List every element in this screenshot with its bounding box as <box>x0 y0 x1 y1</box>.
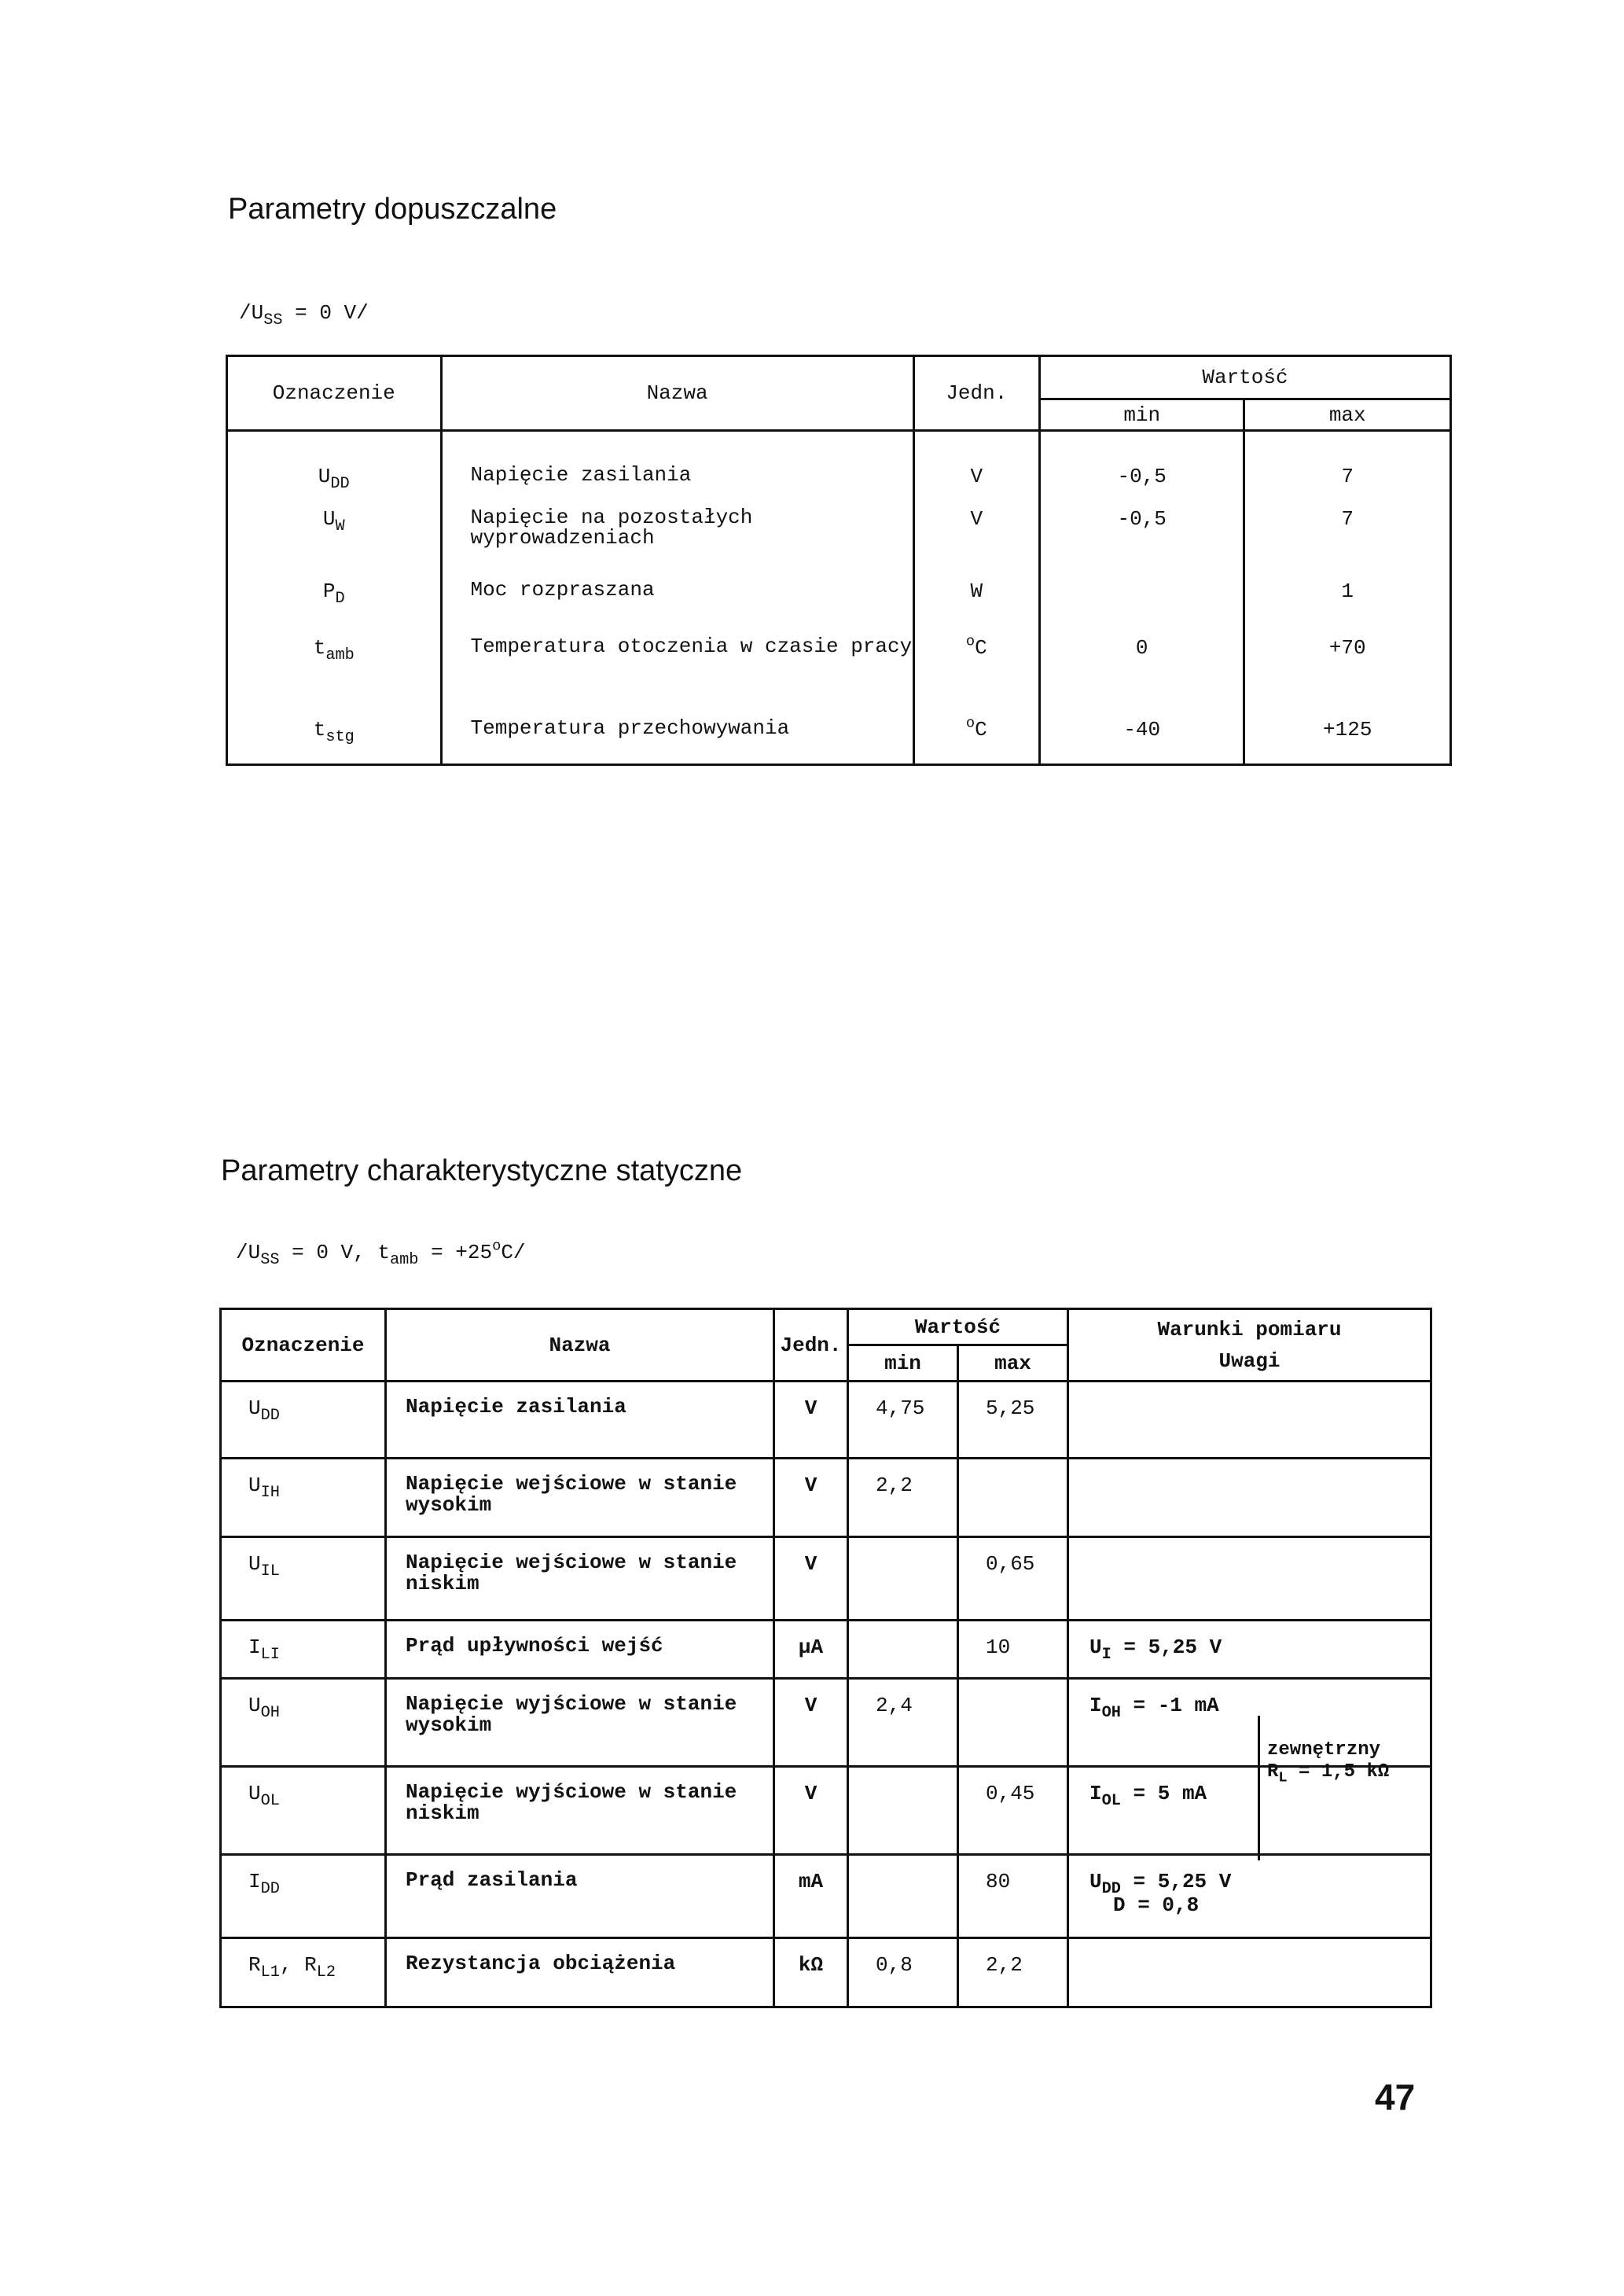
unit-cell: $^o$C <box>913 636 1039 718</box>
name-cell: Moc rozpraszana <box>441 580 913 636</box>
conditions-cell <box>1068 1938 1431 2007</box>
symbol-cell: $t_{amb}$ <box>227 636 442 718</box>
page-number: 47 <box>1375 2077 1416 2118</box>
symbol-cell: $U_{DD}$ <box>227 431 442 507</box>
symbol-cell: $U_{IL}$ <box>221 1537 386 1621</box>
static-characteristics-table <box>219 1308 1432 2008</box>
col-header-min: min <box>1039 399 1244 431</box>
unit-cell: V <box>774 1767 848 1855</box>
table-row <box>221 1382 1431 1459</box>
symbol-cell: $U_{IH}$ <box>221 1459 386 1537</box>
col-header-max: max <box>1244 399 1451 431</box>
max-cell <box>958 1679 1068 1767</box>
name-cell: Temperatura przechowywania <box>441 718 913 765</box>
col-header-value: Wartość <box>848 1309 1068 1345</box>
duty-condition: D = 0,8 <box>1113 1893 1200 1917</box>
table-row <box>227 431 1451 507</box>
symbol-cell: $t_{stg}$ <box>227 718 442 765</box>
name-cell: Napięcie zasilania <box>441 431 913 507</box>
min-cell <box>1039 580 1244 636</box>
unit-cell: W <box>913 580 1039 636</box>
unit-cell: kΩ <box>774 1938 848 2007</box>
external-load-note <box>1267 1739 1390 1786</box>
unit-cell: µA <box>774 1621 848 1679</box>
external-load-value: $R_L = 1,5$ kΩ <box>1267 1761 1390 1786</box>
max-cell: 0,65 <box>958 1537 1068 1621</box>
max-cell: 2,2 <box>958 1938 1068 2007</box>
note-divider <box>1258 1716 1260 1860</box>
max-cell: +70 <box>1244 636 1451 718</box>
unit-cell: mA <box>774 1855 848 1938</box>
min-cell <box>848 1855 958 1938</box>
max-cell: 7 <box>1244 507 1451 580</box>
col-header-min: min <box>848 1345 958 1382</box>
table-row <box>221 1459 1431 1537</box>
col-header-name: Nazwa <box>386 1309 774 1382</box>
table-row <box>221 1537 1431 1621</box>
section2-title: Parametry charakterystyczne statyczne <box>221 1154 743 1187</box>
col-header-unit: Jedn. <box>913 356 1039 431</box>
name-cell: Napięcie zasilania <box>386 1382 774 1459</box>
table-row <box>221 1679 1431 1767</box>
min-cell <box>848 1621 958 1679</box>
max-cell: 0,45 <box>958 1767 1068 1855</box>
col-header-max: max <box>958 1345 1068 1382</box>
name-cell: Napięcie wejściowe w stanie niskim <box>386 1537 774 1621</box>
unit-cell: $^o$C <box>913 718 1039 765</box>
conditions-cell: $U_I = 5,25$ V <box>1068 1621 1431 1679</box>
symbol-cell: $U_{OH}$ <box>221 1679 386 1767</box>
name-cell: Temperatura otoczenia w czasie pracy <box>441 636 913 718</box>
col-header-symbol: Oznaczenie <box>227 356 442 431</box>
name-cell: Napięcie wyjściowe w stanie wysokim <box>386 1679 774 1767</box>
symbol-cell: $U_{OL}$ <box>221 1767 386 1855</box>
max-cell: +125 <box>1244 718 1451 765</box>
name-cell: Prąd zasilania <box>386 1855 774 1938</box>
col-header-unit: Jedn. <box>774 1309 848 1382</box>
unit-cell: V <box>774 1382 848 1459</box>
name-cell: Napięcie wejściowe w stanie wysokim <box>386 1459 774 1537</box>
name-cell: Napięcie wyjściowe w stanie niskim <box>386 1767 774 1855</box>
table-row <box>221 1767 1431 1855</box>
conditions-cell: $I_{OL} = 5$ mA <box>1068 1767 1431 1855</box>
symbol-cell: $U_{DD}$ <box>221 1382 386 1459</box>
min-cell: -0,5 <box>1039 507 1244 580</box>
min-cell: -0,5 <box>1039 431 1244 507</box>
table-row <box>227 507 1451 580</box>
conditions-cell: $I_{OH} = -1$ mA <box>1068 1679 1431 1767</box>
min-cell: 2,4 <box>848 1679 958 1767</box>
symbol-cell: $I_{LI}$ <box>221 1621 386 1679</box>
min-cell <box>848 1537 958 1621</box>
max-cell <box>958 1459 1068 1537</box>
max-cell: 1 <box>1244 580 1451 636</box>
max-cell: 80 <box>958 1855 1068 1938</box>
section1-title: Parametry dopuszczalne <box>228 193 557 226</box>
conditions-cell <box>1068 1382 1431 1459</box>
max-cell: 7 <box>1244 431 1451 507</box>
col-header-name: Nazwa <box>441 356 913 431</box>
section1-condition: $/U_{SS} = 0$ V/ <box>239 301 369 330</box>
symbol-cell: $R_{L1}$, $R_{L2}$ <box>221 1938 386 2007</box>
table-row <box>221 1621 1431 1679</box>
table-row <box>227 580 1451 636</box>
absolute-ratings-table <box>226 355 1452 766</box>
min-cell: 0 <box>1039 636 1244 718</box>
table-row <box>221 1938 1431 2007</box>
col-header-conditions <box>1068 1309 1431 1382</box>
name-cell: Prąd upływności wejść <box>386 1621 774 1679</box>
symbol-cell: $P_D$ <box>227 580 442 636</box>
unit-cell: V <box>913 507 1039 580</box>
unit-cell: V <box>774 1459 848 1537</box>
unit-cell: V <box>913 431 1039 507</box>
min-cell <box>848 1767 958 1855</box>
notes-label: Uwagi <box>1218 1349 1280 1373</box>
symbol-cell: $I_{DD}$ <box>221 1855 386 1938</box>
table-row <box>227 718 1451 765</box>
table-row <box>221 1855 1431 1938</box>
col-header-value: Wartość <box>1039 356 1450 399</box>
min-cell: 2,2 <box>848 1459 958 1537</box>
unit-cell: V <box>774 1679 848 1767</box>
name-cell: Napięcie na pozostałych wyprowadzeniach <box>441 507 913 580</box>
col-header-symbol: Oznaczenie <box>221 1309 386 1382</box>
conditions-label: Warunki pomiaru <box>1157 1317 1342 1341</box>
conditions-cell <box>1068 1459 1431 1537</box>
table-row <box>227 636 1451 718</box>
conditions-cell <box>1068 1537 1431 1621</box>
name-cell: Rezystancja obciążenia <box>386 1938 774 2007</box>
max-cell: 5,25 <box>958 1382 1068 1459</box>
min-cell: -40 <box>1039 718 1244 765</box>
section2-condition: $/U_{SS} = 0$ V, $t_{amb} = +25^oC/$ <box>236 1237 526 1270</box>
conditions-cell: $U_{DD} = 5,25$ V D = 0,8 <box>1068 1855 1431 1938</box>
max-cell: 10 <box>958 1621 1068 1679</box>
external-load-label: zewnętrzny <box>1267 1739 1381 1761</box>
min-cell: 4,75 <box>848 1382 958 1459</box>
unit-cell: V <box>774 1537 848 1621</box>
min-cell: 0,8 <box>848 1938 958 2007</box>
symbol-cell: $U_W$ <box>227 507 442 580</box>
